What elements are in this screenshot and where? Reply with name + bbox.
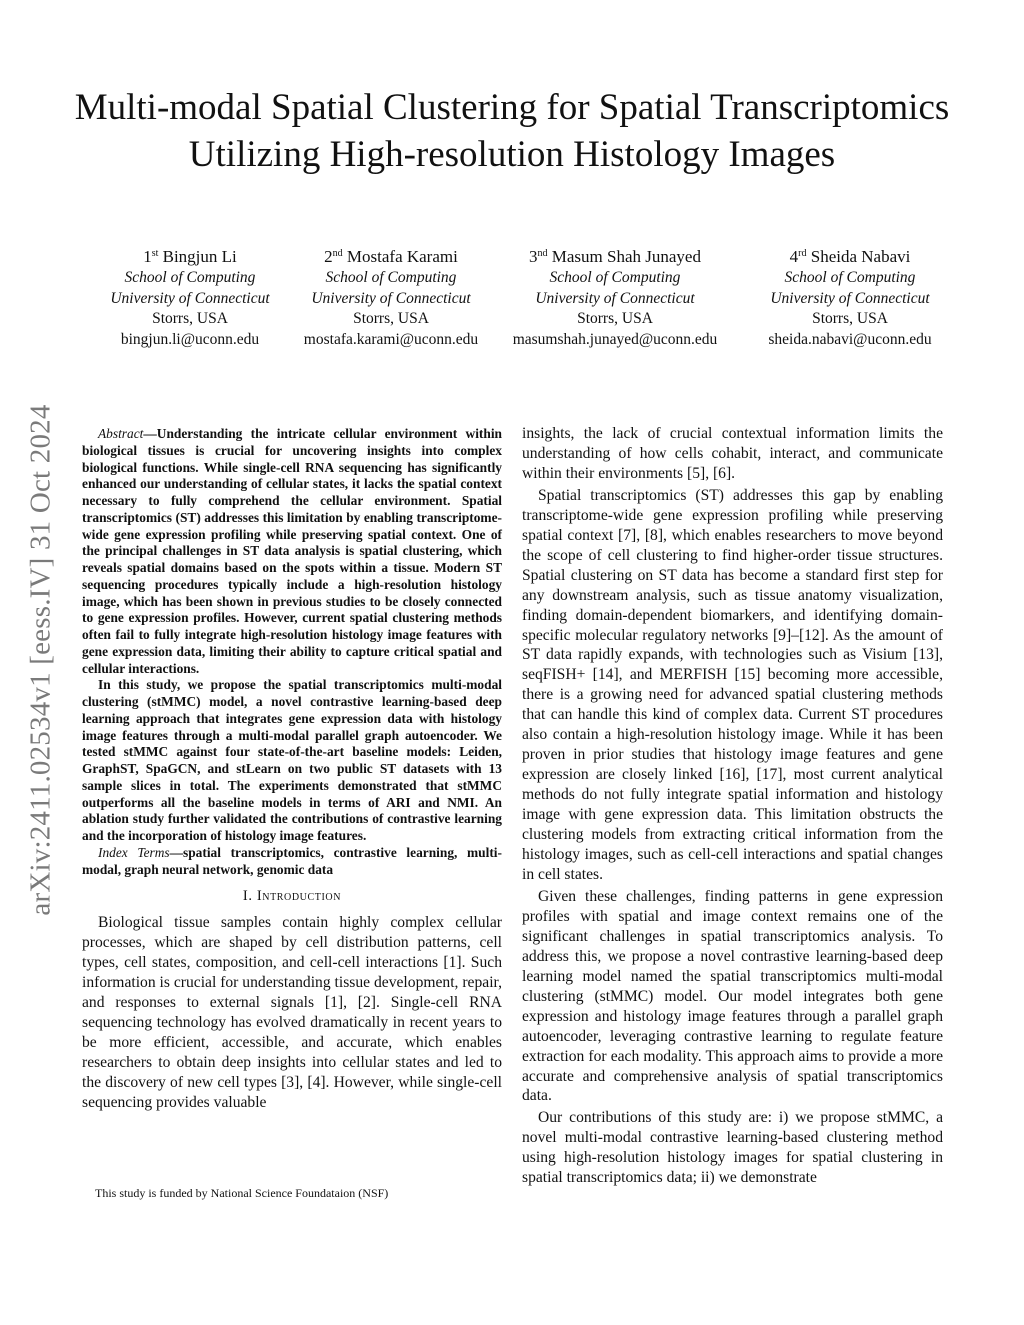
author-name: Mostafa Karami — [346, 247, 458, 266]
left-column — [82, 426, 502, 1113]
author-ordinal: st — [151, 248, 159, 259]
author-rank: 3 — [529, 247, 538, 266]
author-email: sheida.nabavi@uconn.edu — [768, 330, 932, 348]
author-location: Storrs, USA — [353, 310, 429, 328]
author-email: bingjun.li@uconn.edu — [120, 330, 260, 348]
author-email: masumshah.junayed@uconn.edu — [512, 330, 718, 348]
author-4 — [744, 246, 956, 350]
intro-paragraph-continued: insights, the lack of crucial contextual information limits the understanding of how cells cohabit, interact, and communicate within their environments [5], [6]. — [522, 425, 943, 482]
author-department: School of Computing — [549, 269, 681, 286]
abstract — [82, 426, 502, 878]
author-email: mostafa.karami@uconn.edu — [303, 330, 479, 348]
intro-paragraph-2: Spatial transcriptomics (ST) addresses this gap by enabling transcriptome-wide gene expression profiling while preserving spatial context [7], [8], which enables researchers to move beyond the scope of cell clustering to find higher-order tissue structures. Spatial clustering on ST data has become a standard first step for any downstream analysis, such as tissue anatomy visualization, finding domain-dependent biomarkers, and identifying domain-specific molecular regulatory networks [9]–[12]. As the amount of ST data rapidly expands, with technologies such as Visium [13], seqFISH+ [14], and MERFISH [15] becoming more accessible, there is a growing need for advanced spatial clustering methods that can handle this kind of complex data. Current ST procedures also contain a high-resolution histology image. While it has been proven in prior studies that histology image features and gene expression are closely linked [16], [17], most current analytical methods do not fully integrate spatial information and histology image with gene expression data. This limitation obstructs the clustering models from extracting critical information from the histology images, such as cell-cell interactions and spatial changes in cell states. — [522, 486, 943, 883]
abstract-paragraph-2: In this study, we propose the spatial transcriptomics multi-modal clustering (stMMC) model, a novel contrastive learning-based deep learning approach that integrates gene expression data with histology image features through a multi-modal parallel graph autoencoder. We tested stMMC against four state-of-the-art baseline models: Leiden, GraphST, SpaGCN, and stLearn on two public ST datasets with 13 sample slices in total. The experiments demonstrated that stMMC outperforms all the baseline models in terms of ARI and NMI. An ablation study further validated the contributions of contrastive learning and the incorporation of histology image features. — [82, 677, 502, 843]
author-location: Storrs, USA — [577, 310, 653, 328]
intro-paragraph-3: Given these challenges, finding patterns in gene expression profiles with spatial and image context remains one of the significant challenges in spatial transcriptomics analysis. To address this, we propose a novel contrastive learning-based deep learning model named the spatial transcriptomics multi-modal clustering (stMMC) model. Our model integrates both gene expression and histology image features through a parallel graph autoencoder, leveraging contrastive learning to regulate feature extraction for each modality. This approach aims to provide a more accurate and comprehensive analysis of spatial transcriptomics data. — [522, 887, 943, 1105]
author-university: University of Connecticut — [110, 289, 270, 307]
author-university: University of Connecticut — [770, 289, 930, 307]
section-number: I. — [242, 888, 253, 905]
author-location: Storrs, USA — [152, 310, 228, 328]
intro-paragraph-4: Our contributions of this study are: i) we propose stMMC, a novel multi-modal contrastive learning-based clustering method using high-resolution histology images for spatial clustering in spatial transcriptomics data; ii) we demonstrate — [522, 1109, 943, 1187]
author-department: School of Computing — [325, 269, 457, 286]
author-rank: 4 — [789, 247, 799, 266]
section-heading — [82, 888, 502, 905]
author-name: Bingjun Li — [162, 247, 237, 266]
author-ordinal: nd — [332, 248, 343, 259]
author-ordinal: rd — [798, 248, 807, 259]
intro-paragraph-1: Biological tissue samples contain highly complex cellular processes, which are shaped by cell distribution patterns, cell types, cell states, composition, and cell-cell interactions [1]. Such information is crucial for understanding tissue development, repair, and responses to external signals [1], [2]. Single-cell RNA sequencing technology has evolved dramatically in recent years to be more efficient, accessible, and accurate, which enables researchers to obtain deep insights into cellular states and led to the discovery of new cell types [3], [4]. However, while single-cell sequencing provides valuable — [82, 914, 502, 1111]
author-department: School of Computing — [784, 269, 916, 286]
section-title: Introduction — [256, 888, 342, 905]
index-terms — [82, 845, 502, 879]
author-university: University of Connecticut — [535, 289, 695, 307]
author-1 — [84, 246, 296, 350]
index-terms-label: Index Terms — [98, 844, 170, 860]
index-terms-dash: — — [169, 844, 184, 860]
abstract-label: Abstract — [98, 426, 144, 441]
abstract-dash: — — [143, 426, 157, 441]
author-name: Sheida Nabavi — [810, 247, 911, 266]
abstract-paragraph-1 — [82, 426, 502, 677]
arxiv-identifier: arXiv:2411.02534v1 [eess.IV] 31 Oct 2024 — [24, 404, 57, 916]
right-column — [522, 424, 943, 1188]
funding-footnote: This study is funded by National Science Foundataion (NSF) — [95, 1186, 389, 1200]
author-rank: 1 — [143, 247, 152, 266]
author-ordinal: nd — [537, 248, 548, 259]
author-rank: 2 — [324, 247, 333, 266]
author-location: Storrs, USA — [812, 310, 888, 328]
author-name: Masum Shah Junayed — [551, 247, 701, 266]
intro-left — [82, 913, 502, 1113]
author-3 — [486, 246, 744, 350]
index-terms-text: spatial transcriptomics, contrastive learning, multi-modal, graph neural network, genomic data — [82, 844, 502, 877]
author-university: University of Connecticut — [311, 289, 471, 307]
paper-title: Multi-modal Spatial Clustering for Spatial Transcriptomics Utilizing High-resolution Histology Images — [74, 87, 950, 175]
author-department: School of Computing — [124, 269, 256, 286]
author-block — [84, 246, 956, 350]
abstract-text: Understanding the intricate cellular environment within biological tissues is crucial for uncovering insights into complex biological functions. While single-cell RNA sequencing has significantly enhanced our understanding of cellular states, it lacks the spatial context necessary to fully comprehend the cellular environment. Spatial transcriptomics (ST) addresses this limitation by enabling transcriptome-wide gene expression profiling while preserving spatial context. One of the principal challenges in ST data analysis is spatial clustering, which reveals spatial domains based on the spots within a tissue. Modern ST sequencing procedures typically include a high-resolution histology image, which has been shown in previous studies to be closely connected to gene expression profiles. However, current spatial clustering methods often fail to fully integrate high-resolution histology image features with gene expression data, limiting their ability to capture critical spatial and cellular interactions. — [82, 426, 502, 676]
author-2 — [296, 246, 486, 350]
arxiv-sidebar — [6, 360, 76, 960]
